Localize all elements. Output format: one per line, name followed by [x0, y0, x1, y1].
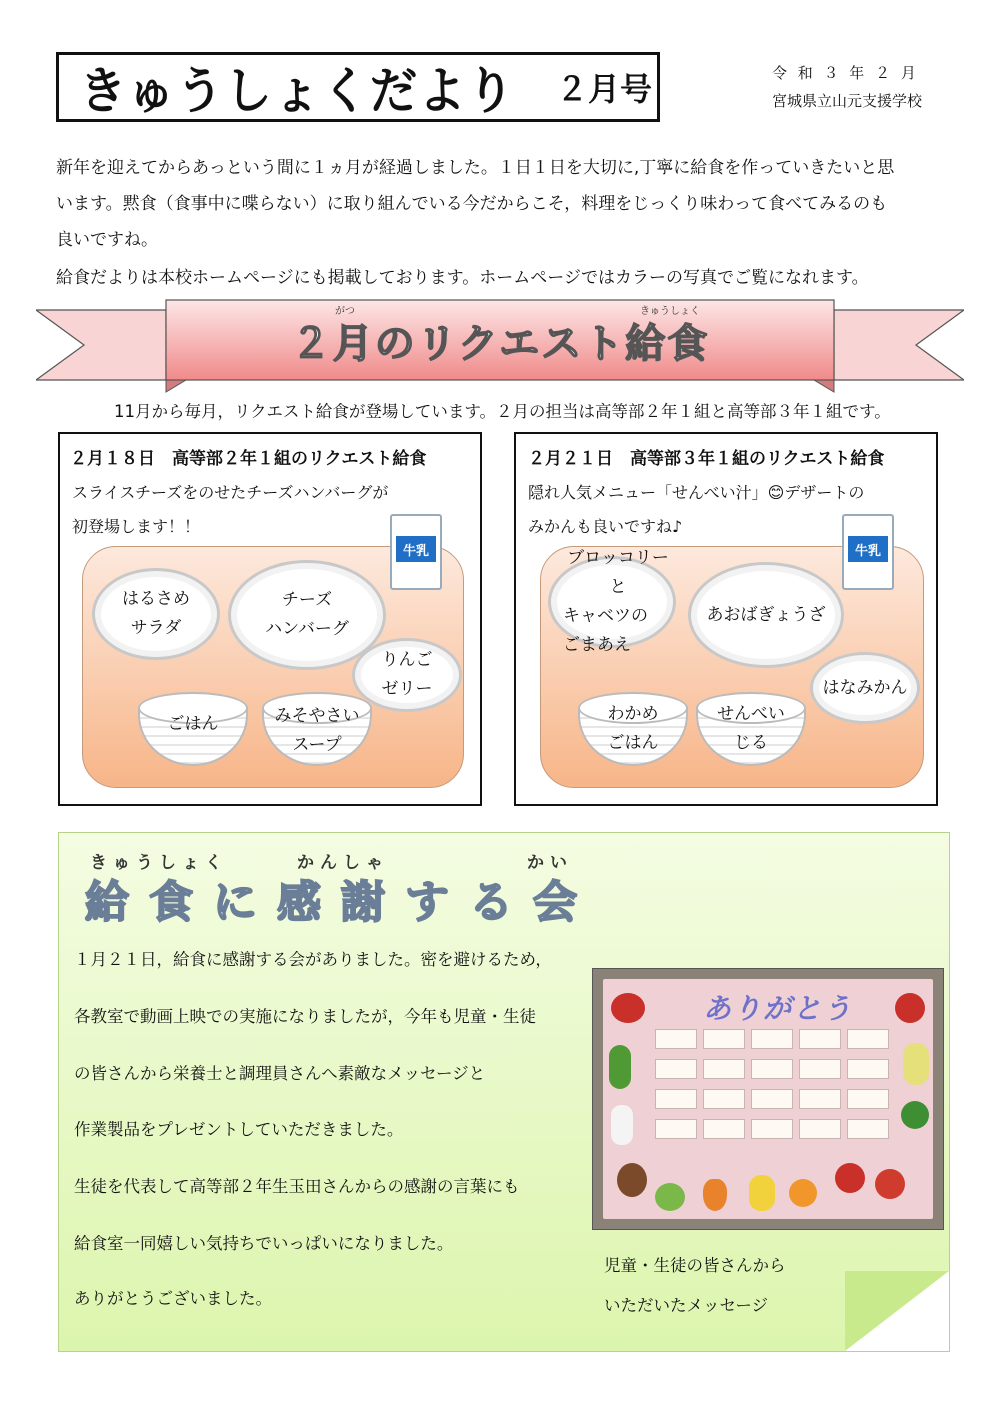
- banner-ruby-right: きゅうしょく: [640, 306, 700, 317]
- message-card: [847, 1059, 889, 1079]
- thanks-title-ruby: きゅうしょく かんしゃ かい: [90, 853, 573, 873]
- bowl-label-line: みそやさい: [274, 706, 360, 726]
- intro-line-3: 良いですね。: [56, 230, 158, 250]
- plate-label: キャベツの: [563, 606, 648, 626]
- thanks-line-2: 各教室で動画上映での実施になりましたが，今年も児童・生徒: [74, 1007, 536, 1026]
- title-box: [56, 52, 660, 122]
- photo-caption-1: 児童・生徒の皆さんから: [604, 1256, 786, 1275]
- plate-label: ゼリー: [381, 679, 433, 699]
- orange-icon: [789, 1179, 817, 1207]
- school-name: 宮城県立山元支援学校: [772, 92, 923, 110]
- milk-carton-icon: [390, 514, 442, 590]
- message-board-photo: [592, 968, 944, 1230]
- plate-label: りんご: [381, 650, 433, 670]
- menu-left-heading: ２月１８日 高等部２年１組のリクエスト給食: [70, 449, 427, 469]
- issue-label: ２月号: [556, 70, 653, 108]
- thanks-line-3: の皆さんから栄養士と調理員さんへ素敵なメッセージと: [74, 1064, 486, 1083]
- thanks-title: 給食に感謝する会: [85, 877, 597, 928]
- message-card: [751, 1119, 793, 1139]
- menu-left-desc-1: スライスチーズをのせたチーズハンバーグが: [72, 483, 389, 502]
- message-card: [799, 1119, 841, 1139]
- issue-date: 令 和 ３ 年 ２ 月: [772, 64, 919, 82]
- milk-label: 牛乳: [848, 536, 888, 562]
- plate-aoba-gyoza: [688, 562, 844, 668]
- thanks-line-1: １月２１日，給食に感謝する会がありました。密を避けるため，: [74, 950, 552, 969]
- message-card: [751, 1059, 793, 1079]
- thanks-line-6: 給食室一同嬉しい気持ちでいっぱいになりました。: [74, 1234, 454, 1253]
- strawberry-icon: [835, 1163, 865, 1193]
- banner-ruby-left: がつ: [335, 306, 355, 317]
- bowl-label-line: せんべい: [717, 704, 785, 724]
- message-board: [603, 979, 933, 1219]
- message-card: [655, 1119, 697, 1139]
- carrot-icon: [703, 1179, 727, 1211]
- plate-harusame-salad: [92, 568, 220, 660]
- bowl-label-line: じる: [734, 733, 768, 753]
- message-card: [655, 1029, 697, 1049]
- menu-right-desc-1: 隠れ人気メニュー「せんべい汁」😊デザートの: [528, 483, 865, 502]
- newsletter-title: きゅうしょくだより: [79, 62, 516, 120]
- plate-label: サラダ: [130, 618, 182, 638]
- request-lead: 11月から毎月，リクエスト給食が登場しています。２月の担当は高等部２年１組と高等部３年１組です。: [114, 402, 891, 421]
- thanks-line-5: 生徒を代表して高等部２年生玉田さんからの感謝の言葉にも: [74, 1177, 520, 1196]
- bowl-label-line: ごはん: [607, 733, 659, 753]
- plate-hanamikan: [810, 652, 920, 724]
- bowl-rice-label: ごはん: [167, 714, 219, 734]
- message-card: [703, 1029, 745, 1049]
- message-card: [703, 1119, 745, 1139]
- message-card: [847, 1029, 889, 1049]
- plate-label: ごまあえ: [563, 635, 631, 655]
- intro-line-4: 給食だよりは本校ホームページにも掲載しております。ホームページではカラーの写真でご覧になれます。: [56, 268, 869, 288]
- tomato-icon: [895, 993, 925, 1023]
- banner-title: ２月のリクエスト給食: [290, 321, 710, 367]
- banana-icon: [749, 1175, 775, 1211]
- menu-right-heading: ２月２１日 高等部３年１組のリクエスト給食: [528, 449, 885, 469]
- milk-carton-icon: [842, 514, 894, 590]
- message-card: [751, 1029, 793, 1049]
- radish-icon: [611, 1105, 633, 1145]
- photo-arigatou-word: ありがとう: [703, 992, 854, 1025]
- message-card: [703, 1059, 745, 1079]
- cucumber-icon: [609, 1045, 631, 1089]
- bowl-senbei-label: [696, 700, 806, 758]
- bowl-miso-label: [262, 702, 372, 760]
- bowl-label-line: わかめ: [607, 704, 659, 724]
- menu-left-desc-2: 初登場します！！: [72, 517, 201, 536]
- menu-right-desc-2: みかんも良いですね♪: [528, 517, 683, 536]
- potato-icon: [617, 1163, 647, 1197]
- plate-label: チーズ: [281, 590, 333, 610]
- thanks-line-4: 作業製品をプレゼントしていただきました。: [74, 1120, 404, 1139]
- plate-label: ハンバーグ: [265, 619, 349, 639]
- photo-caption-2: いただいたメッセージ: [604, 1296, 769, 1315]
- cabbage-icon: [655, 1183, 685, 1211]
- plate-label: あおばぎょうざ: [706, 604, 826, 625]
- message-card: [703, 1089, 745, 1109]
- thanks-line-7: ありがとうございました。: [74, 1289, 272, 1308]
- message-card: [847, 1089, 889, 1109]
- bowl-label-line: スープ: [292, 735, 342, 755]
- bowl-wakame-label: [578, 700, 688, 758]
- corn-icon: [903, 1043, 929, 1085]
- tomato-icon: [875, 1169, 905, 1199]
- message-card: [799, 1059, 841, 1079]
- pepper-icon: [901, 1101, 929, 1129]
- plate-label: ブロッコリーと: [567, 548, 669, 597]
- page-curl-corner: [845, 1271, 949, 1351]
- intro-line-2: います。黙食（食事中に喋らない）に取り組んでいる今だからこそ，料理をじっくり味わって食べてみるのも: [56, 194, 888, 214]
- message-card: [655, 1089, 697, 1109]
- plate-broccoli-aemono: [548, 548, 676, 655]
- message-card: [751, 1089, 793, 1109]
- message-card: [655, 1059, 697, 1079]
- plate-label: はなみかん: [822, 677, 908, 698]
- message-card: [799, 1089, 841, 1109]
- plate-label: はるさめ: [122, 589, 190, 609]
- intro-line-1: 新年を迎えてからあっという間に１ヵ月が経過しました。１日１日を大切に,丁寧に給食を作っていきたいと思: [56, 158, 895, 178]
- message-card: [847, 1119, 889, 1139]
- milk-label: 牛乳: [396, 536, 436, 562]
- message-card: [799, 1029, 841, 1049]
- apple-icon: [611, 993, 645, 1023]
